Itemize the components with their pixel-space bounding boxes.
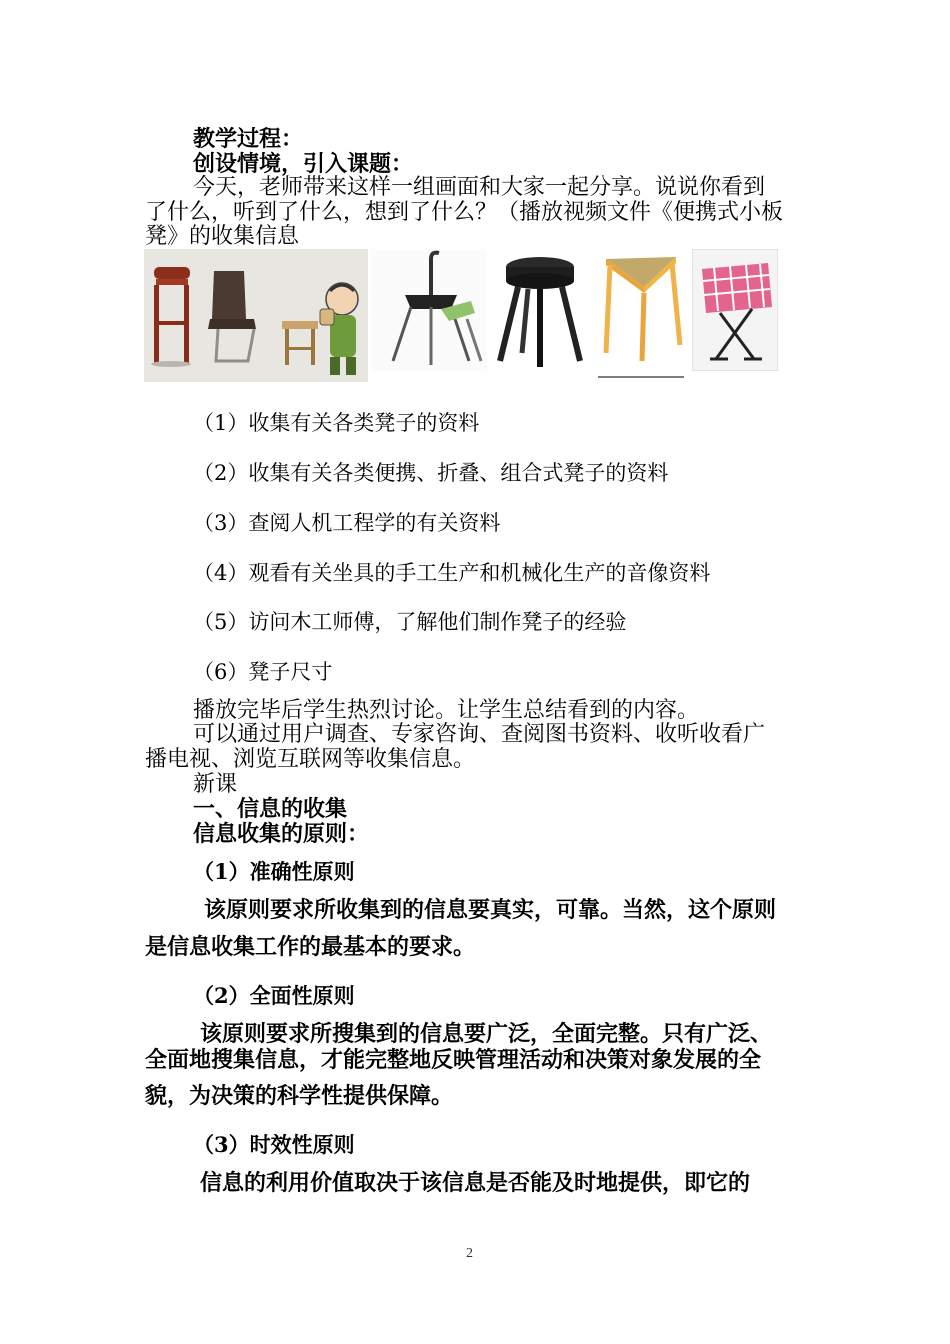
folding-cane-seat-image bbox=[371, 249, 487, 371]
list-item-4: （4）观看有关坐具的手工生产和机械化生产的音像资料 bbox=[193, 561, 711, 585]
after-line-1: 播放完毕后学生热烈讨论。让学生总结看到的内容。 bbox=[193, 698, 700, 723]
black-round-stool-image bbox=[488, 249, 592, 371]
principle-2-line-2: 全面地搜集信息，才能完整地反映管理活动和决策对象发展的全 bbox=[145, 1047, 762, 1073]
section-title: 一、信息的收集 bbox=[193, 796, 348, 822]
heading-teaching-process: 教学过程： bbox=[193, 126, 304, 152]
section-subtitle: 信息收集的原则： bbox=[193, 821, 370, 847]
page-number: 2 bbox=[466, 1246, 473, 1261]
intro-line-2: 了什么，听到了什么，想到了什么？（播放视频文件《便携式小板 bbox=[145, 200, 784, 225]
principle-3-title: （3）时效性原则 bbox=[193, 1132, 355, 1157]
principle-2-line-3: 貌，为决策的科学性提供保障。 bbox=[145, 1083, 454, 1109]
after-line-2a: 可以通过用户调查、专家咨询、查阅图书资料、收听收看广 bbox=[193, 722, 766, 747]
list-item-5: （5）访问木工师傅，了解他们制作凳子的经验 bbox=[193, 610, 627, 634]
list-item-2: （2）收集有关各类便携、折叠、组合式凳子的资料 bbox=[193, 461, 669, 485]
list-item-3: （3）查阅人机工程学的有关资料 bbox=[193, 511, 501, 535]
folding-pink-plaid-stool-image bbox=[692, 249, 778, 371]
principle-1-title: （1）准确性原则 bbox=[193, 859, 355, 884]
intro-line-3: 凳》的收集信息 bbox=[145, 224, 300, 249]
new-lesson-label: 新课 bbox=[193, 772, 238, 797]
heading-scenario: 创设情境，引入课题： bbox=[193, 151, 414, 177]
after-line-2b: 播电视、浏览互联网等收集信息。 bbox=[145, 747, 476, 772]
chairs-and-cartoon-man-image bbox=[144, 249, 368, 382]
principle-1-line-2: 是信息收集工作的最基本的要求。 bbox=[145, 934, 476, 960]
list-item-6: （6）凳子尺寸 bbox=[193, 660, 333, 684]
principle-3-line-1: 信息的利用价值取决于该信息是否能及时地提供，即它的 bbox=[200, 1170, 751, 1196]
list-item-1: （1）收集有关各类凳子的资料 bbox=[193, 411, 480, 435]
triangle-yellow-stool-image bbox=[596, 249, 686, 378]
principle-2-line-1: 该原则要求所搜集到的信息要广泛，全面完整。只有广泛、 bbox=[200, 1021, 773, 1047]
principle-2-title: （2）全面性原则 bbox=[193, 983, 355, 1008]
intro-line-1: 今天，老师带来这样一组画面和大家一起分享。说说你看到 bbox=[193, 175, 766, 200]
principle-1-line-1: 该原则要求所收集到的信息要真实，可靠。当然，这个原则 bbox=[204, 897, 777, 923]
